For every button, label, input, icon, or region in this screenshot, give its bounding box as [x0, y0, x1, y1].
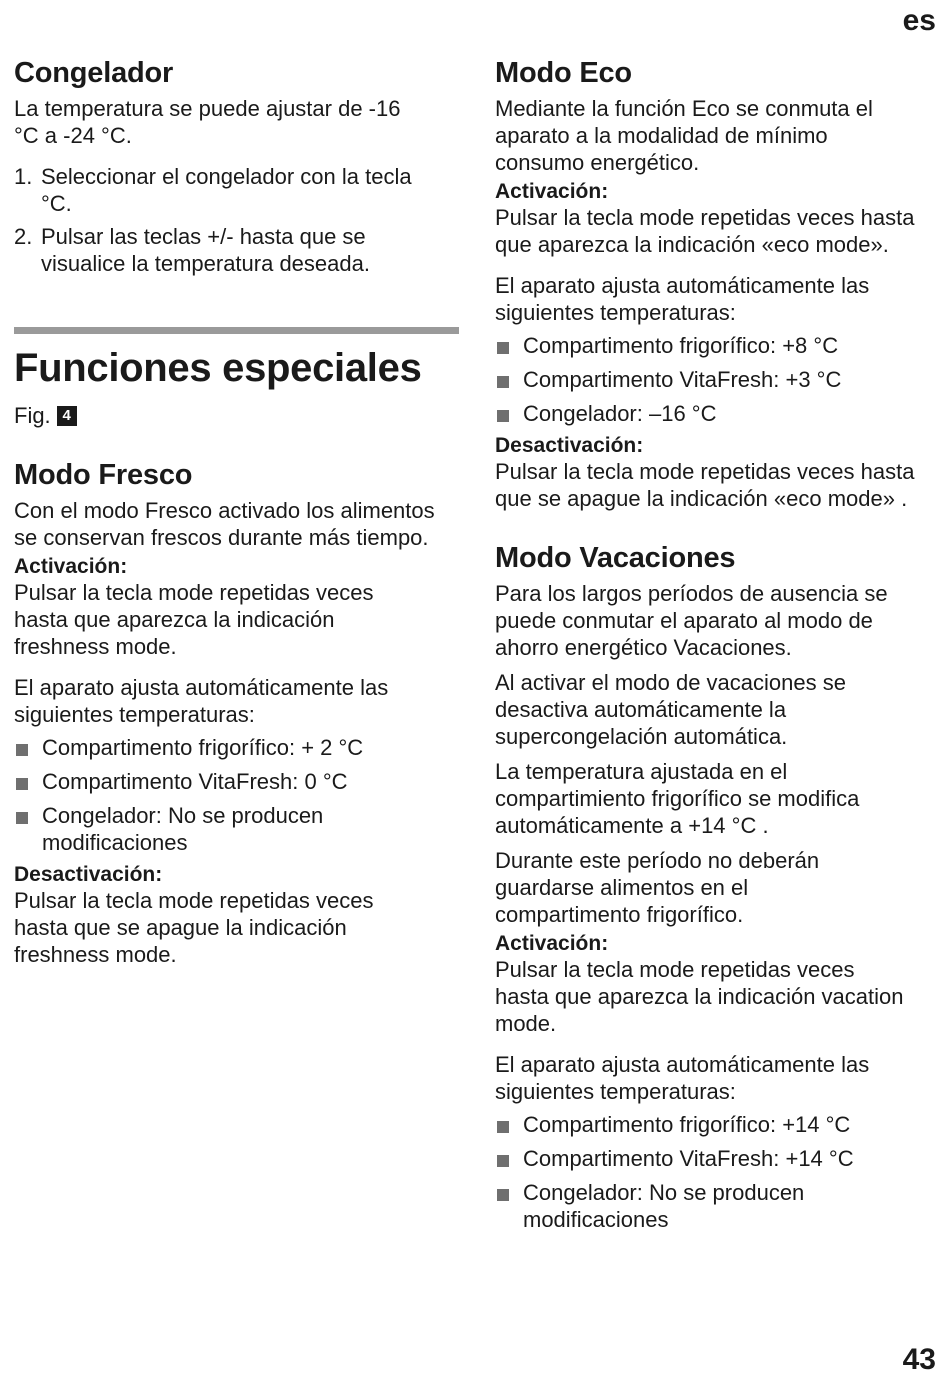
modo-fresco-desactivacion-label: Desactivación: — [14, 863, 163, 886]
modo-eco-temps-intro: El aparato ajusta automáticamente las siguientes temperaturas: — [495, 273, 870, 325]
modo-fresco-intro: Con el modo Fresco activado los alimentos se conservan frescos durante más tiempo. — [14, 498, 435, 550]
language-tag: es — [902, 4, 936, 37]
list-item-text: Congelador: No se producen modificaciones — [523, 1180, 805, 1232]
modo-vacaciones-p3: La temperatura ajustada en el compartimiento frigorífico se modifica automáticamente a +14 °C . — [495, 759, 860, 838]
square-bullet-icon — [16, 778, 28, 790]
congelador-heading: Congelador — [14, 57, 174, 89]
modo-fresco-temps-list — [14, 734, 414, 856]
list-item-text: Compartimento VitaFresh: 0 °C — [42, 769, 348, 794]
step-text: Seleccionar el congelador con la tecla °C. — [41, 164, 412, 216]
modo-eco-desactivacion-label: Desactivación: — [495, 434, 644, 457]
list-item — [495, 1111, 915, 1138]
square-bullet-icon — [16, 812, 28, 824]
square-bullet-icon — [497, 1189, 509, 1201]
page-number: 43 — [902, 1343, 936, 1376]
step-number: 1. — [14, 164, 33, 189]
list-item-text: Compartimento VitaFresh: +14 °C — [523, 1146, 854, 1171]
modo-fresco-activacion-text: Pulsar la tecla mode repetidas veces hasta que aparezca la indicación freshness mode. — [14, 580, 374, 659]
list-item — [14, 734, 414, 761]
square-bullet-icon — [497, 342, 509, 354]
modo-vacaciones-p4: Durante este período no deberán guardarse alimentos en el compartimento frigorífico. — [495, 848, 820, 927]
list-item — [495, 1179, 915, 1233]
modo-fresco-heading: Modo Fresco — [14, 459, 193, 491]
list-item-text: Congelador: –16 °C — [523, 401, 717, 426]
funciones-section — [14, 344, 459, 429]
modo-vacaciones-heading: Modo Vacaciones — [495, 542, 736, 574]
modo-vacaciones-activacion-label: Activación: — [495, 932, 609, 955]
list-item — [495, 400, 915, 427]
modo-eco-activacion-text: Pulsar la tecla mode repetidas veces hasta que aparezca la indicación «eco mode». — [495, 205, 915, 257]
modo-fresco-activacion-label: Activación: — [14, 555, 128, 578]
list-item — [14, 802, 414, 856]
square-bullet-icon — [497, 1155, 509, 1167]
step-text: Pulsar las teclas +/- hasta que se visualice la temperatura deseada. — [41, 224, 370, 276]
square-bullet-icon — [497, 376, 509, 388]
congelador-steps — [14, 163, 414, 277]
list-item — [495, 1145, 915, 1172]
step-number: 2. — [14, 224, 33, 249]
list-item-text: Compartimento frigorífico: + 2 °C — [42, 735, 364, 760]
modo-vacaciones-temps-intro: El aparato ajusta automáticamente las siguientes temperaturas: — [495, 1052, 870, 1104]
modo-fresco-temps-intro: El aparato ajusta automáticamente las siguientes temperaturas: — [14, 675, 389, 727]
modo-vacaciones-temps-list — [495, 1111, 915, 1233]
list-item — [495, 366, 915, 393]
modo-fresco-desactivacion-text: Pulsar la tecla mode repetidas veces hasta que se apague la indicación freshness mode. — [14, 888, 374, 967]
modo-eco-intro: Mediante la función Eco se conmuta el aparato a la modalidad de mínimo consumo energético. — [495, 96, 873, 175]
step-item — [14, 163, 414, 217]
figure-reference — [14, 402, 459, 429]
section-divider — [14, 327, 459, 334]
left-column — [14, 55, 459, 968]
modo-vacaciones-p1: Para los largos períodos de ausencia se puede conmutar el aparato al modo de ahorro energético Vacaciones. — [495, 581, 888, 660]
modo-eco-activacion-label: Activación: — [495, 180, 609, 203]
right-column — [495, 55, 935, 1240]
modo-eco-temps-list — [495, 332, 915, 427]
square-bullet-icon — [497, 410, 509, 422]
modo-eco-section — [495, 55, 935, 512]
congelador-section — [14, 55, 459, 277]
funciones-heading: Funciones especiales — [14, 346, 422, 390]
figure-label: Fig. — [14, 403, 51, 428]
modo-vacaciones-activacion-text: Pulsar la tecla mode repetidas veces hasta que aparezca la indicación vacation mode. — [495, 957, 904, 1036]
figure-number-badge: 4 — [57, 406, 77, 426]
modo-vacaciones-p2: Al activar el modo de vacaciones se desactiva automáticamente la supercongelación automática. — [495, 670, 846, 749]
list-item-text: Compartimento VitaFresh: +3 °C — [523, 367, 842, 392]
modo-eco-desactivacion-text: Pulsar la tecla mode repetidas veces hasta que se apague la indicación «eco mode» . — [495, 459, 915, 511]
modo-vacaciones-section — [495, 540, 935, 1233]
list-item-text: Congelador: No se producen modificaciones — [42, 803, 324, 855]
modo-fresco-section — [14, 457, 459, 968]
square-bullet-icon — [16, 744, 28, 756]
square-bullet-icon — [497, 1121, 509, 1133]
list-item — [14, 768, 414, 795]
modo-eco-heading: Modo Eco — [495, 57, 632, 89]
list-item-text: Compartimento frigorífico: +14 °C — [523, 1112, 851, 1137]
step-item — [14, 223, 414, 277]
congelador-intro: La temperatura se puede ajustar de -16 °C a -24 °C. — [14, 96, 401, 148]
list-item — [495, 332, 915, 359]
list-item-text: Compartimento frigorífico: +8 °C — [523, 333, 839, 358]
